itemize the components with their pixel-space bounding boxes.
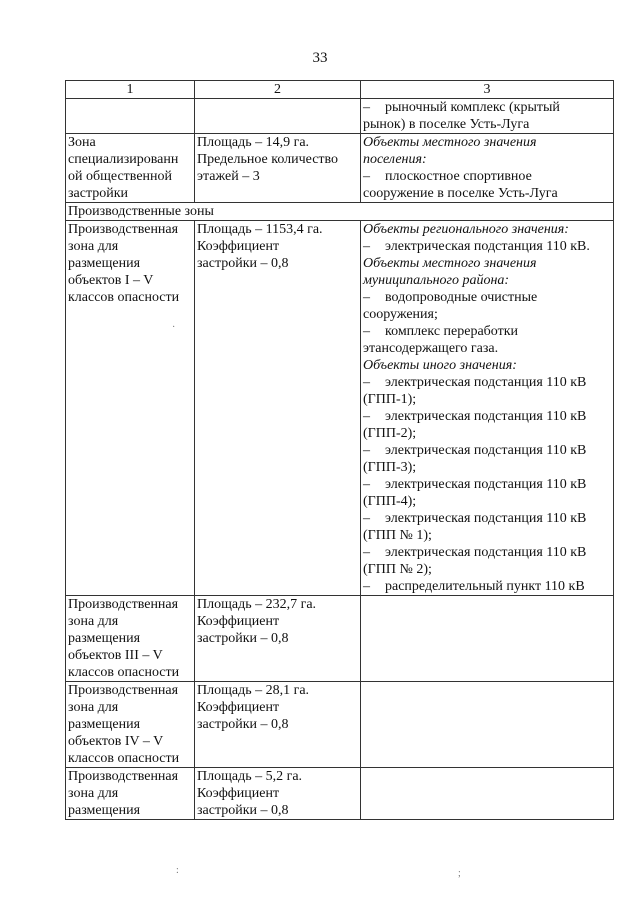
scan-artifact: : <box>176 865 179 876</box>
zone-name-line: размещения <box>68 803 141 818</box>
bullet-dash: – <box>363 579 370 594</box>
zone-name-line: размещения <box>68 717 141 732</box>
zones-table <box>65 80 614 820</box>
header-col-2: 2 <box>195 81 361 99</box>
zone-param-line: Коэффициент <box>197 700 280 715</box>
object-bullet-item <box>363 168 611 185</box>
zone-name-cell <box>66 768 195 820</box>
table-row <box>66 682 614 768</box>
table-row <box>66 221 614 596</box>
table-row <box>66 99 614 134</box>
bullet-text: электрическая подстанция 110 кВ <box>385 409 587 424</box>
object-bullet-item <box>363 99 611 116</box>
bullet-text: электрическая подстанция 110 кВ <box>385 511 587 526</box>
bullet-text: электрическая подстанция 110 кВ <box>385 375 587 390</box>
bullet-text: водопроводные очистные <box>385 290 538 305</box>
object-bullet-item <box>363 323 611 340</box>
zone-params-cell <box>195 596 361 682</box>
bullet-dash: – <box>363 239 370 254</box>
zone-param-line: застройки – 0,8 <box>197 803 289 818</box>
object-bullet-item <box>363 238 611 255</box>
object-continuation-line: рынок) в поселке Усть-Луга <box>363 117 530 132</box>
table-row <box>66 768 614 820</box>
bullet-text: электрическая подстанция 110 кВ <box>385 545 587 560</box>
zone-params-cell <box>195 768 361 820</box>
zone-name-line: застройки <box>68 186 129 201</box>
zone-name-line: классов опасности <box>68 751 180 766</box>
bullet-dash: – <box>363 375 370 390</box>
object-continuation-line: (ГПП № 2); <box>363 562 432 577</box>
bullet-dash: – <box>363 511 370 526</box>
section-title: Производственные зоны <box>66 203 614 221</box>
bullet-text: комплекс переработки <box>385 324 519 339</box>
bullet-text: плоскостное спортивное <box>385 169 532 184</box>
zone-param-line: Площадь – 5,2 га. <box>197 769 303 784</box>
object-category-line: Объекты регионального значения: <box>363 222 569 237</box>
object-continuation-line: сооружения; <box>363 307 438 322</box>
objects-cell <box>361 682 614 768</box>
zone-name-cell <box>66 596 195 682</box>
object-continuation-line: (ГПП-1); <box>363 392 417 407</box>
zone-name-line: Производственная <box>68 597 179 612</box>
object-category-line: Объекты иного значения: <box>363 358 517 373</box>
zone-param-line: Площадь – 1153,4 га. <box>197 222 323 237</box>
bullet-text: распределительный пункт 110 кВ <box>385 579 585 594</box>
zone-name-line: Производственная <box>68 683 179 698</box>
object-continuation-line: сооружение в поселке Усть-Луга <box>363 186 558 201</box>
object-bullet-item <box>363 476 611 493</box>
bullet-text: рыночный комплекс (крытый <box>385 100 560 115</box>
bullet-dash: – <box>363 545 370 560</box>
bullet-dash: – <box>363 290 370 305</box>
zone-name-cell <box>66 134 195 203</box>
bullet-dash: – <box>363 477 370 492</box>
zone-param-line: застройки – 0,8 <box>197 256 289 271</box>
objects-cell <box>361 99 614 134</box>
bullet-dash: – <box>363 169 370 184</box>
zone-param-line: застройки – 0,8 <box>197 717 289 732</box>
bullet-text: электрическая подстанция 110 кВ <box>385 477 587 492</box>
bullet-dash: – <box>363 100 370 115</box>
object-category-line: Объекты местного значения <box>363 135 537 150</box>
scan-artifact: · <box>172 322 176 333</box>
zone-name-line: зона для <box>68 614 119 629</box>
zone-params-cell <box>195 99 361 134</box>
zone-name-line: классов опасности <box>68 290 180 305</box>
zone-name-cell <box>66 682 195 768</box>
object-bullet-item <box>363 442 611 459</box>
table-row <box>66 134 614 203</box>
zone-name-line: размещения <box>68 631 141 646</box>
bullet-text: электрическая подстанция 110 кВ. <box>385 239 590 254</box>
bullet-dash: – <box>363 443 370 458</box>
scan-artifact: ; <box>458 868 461 879</box>
zone-params-cell <box>195 134 361 203</box>
section-row <box>66 203 614 221</box>
zone-name-line: классов опасности <box>68 665 180 680</box>
header-col-3: 3 <box>361 81 614 99</box>
bullet-text: электрическая подстанция 110 кВ <box>385 443 587 458</box>
object-bullet-item <box>363 289 611 306</box>
zone-name-line: зона для <box>68 700 119 715</box>
zone-name-line: объектов IV – V <box>68 734 164 749</box>
zone-param-line: Площадь – 14,9 га. <box>197 135 310 150</box>
object-continuation-line: этансодержащего газа. <box>363 341 499 356</box>
zone-name-line: размещения <box>68 256 141 271</box>
object-category-line: муниципального района: <box>363 273 510 288</box>
zone-param-line: этажей – 3 <box>197 169 260 184</box>
table-body <box>66 99 614 820</box>
object-category-line: Объекты местного значения <box>363 256 537 271</box>
table-row <box>66 596 614 682</box>
zone-param-line: Коэффициент <box>197 239 280 254</box>
zone-param-line: Площадь – 232,7 га. <box>197 597 317 612</box>
zone-param-line: Коэффициент <box>197 614 280 629</box>
object-continuation-line: (ГПП-2); <box>363 426 417 441</box>
object-bullet-item <box>363 544 611 561</box>
table-header-row <box>66 81 614 99</box>
zone-param-line: Предельное количество <box>197 152 339 167</box>
objects-cell <box>361 768 614 820</box>
zone-param-line: застройки – 0,8 <box>197 631 289 646</box>
zone-name-cell <box>66 99 195 134</box>
object-bullet-item <box>363 578 611 595</box>
objects-cell <box>361 134 614 203</box>
zone-name-cell <box>66 221 195 596</box>
zone-params-cell <box>195 221 361 596</box>
object-bullet-item <box>363 510 611 527</box>
object-continuation-line: (ГПП № 1); <box>363 528 432 543</box>
zone-name-line: зона для <box>68 239 119 254</box>
header-col-1: 1 <box>66 81 195 99</box>
zone-name-line: Производственная <box>68 222 179 237</box>
object-bullet-item <box>363 408 611 425</box>
zone-name-line: объектов I – V <box>68 273 154 288</box>
zone-name-line: Зона <box>68 135 96 150</box>
object-continuation-line: (ГПП-3); <box>363 460 417 475</box>
page-number: 33 <box>312 50 328 66</box>
bullet-dash: – <box>363 409 370 424</box>
zone-name-line: специализированн <box>68 152 179 167</box>
zone-param-line: Площадь – 28,1 га. <box>197 683 310 698</box>
zone-name-line: зона для <box>68 786 119 801</box>
object-bullet-item <box>363 374 611 391</box>
zone-name-line: ой общественной <box>68 169 173 184</box>
zone-name-line: объектов III – V <box>68 648 163 663</box>
objects-cell <box>361 596 614 682</box>
zone-params-cell <box>195 682 361 768</box>
zone-param-line: Коэффициент <box>197 786 280 801</box>
zone-name-line: Производственная <box>68 769 179 784</box>
bullet-dash: – <box>363 324 370 339</box>
object-continuation-line: (ГПП-4); <box>363 494 417 509</box>
objects-cell <box>361 221 614 596</box>
object-category-line: поселения: <box>363 152 427 167</box>
